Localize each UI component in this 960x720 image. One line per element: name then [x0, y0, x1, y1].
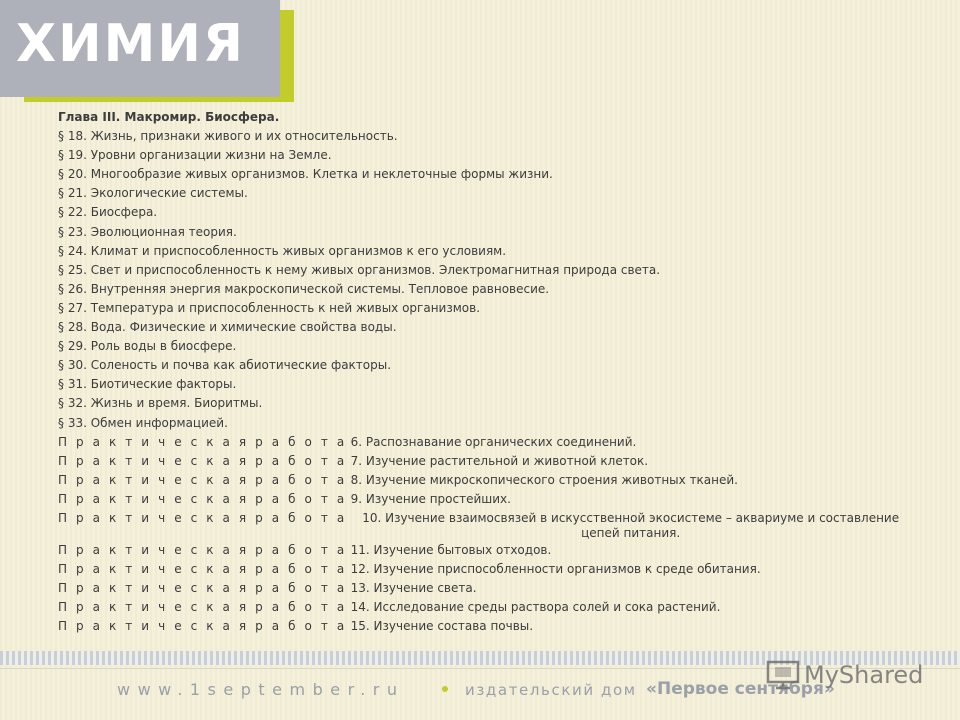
list-item: § 21. Экологические системы.	[58, 186, 248, 201]
practical-item	[58, 579, 918, 598]
practical-item	[58, 471, 918, 490]
practical-text: 14. Исследование среды раствора солей и сока растений.	[350, 600, 721, 615]
list-item: § 22. Биосфера.	[58, 205, 158, 220]
footer-url[interactable]: www.1september.ru	[117, 680, 405, 699]
footer-bullet	[442, 686, 448, 692]
practical-text: 11. Изучение бытовых отходов.	[350, 542, 552, 557]
practical-item	[58, 433, 918, 452]
list-item: § 25. Свет и приспособленность к нему живых организмов. Электромагнитная природа света.	[58, 262, 661, 277]
practical-text: 8. Изучение микроскопического строения животных тканей.	[350, 472, 738, 487]
watermark-text: MyShared	[804, 661, 924, 689]
list-item: § 29. Роль воды в биосфере.	[58, 339, 237, 354]
practical-item	[58, 490, 918, 509]
practical-prefix: П р а к т и ч е с к а я р а б о т а	[58, 619, 347, 634]
list-item: § 27. Температура и приспособленность к ней живых организмов.	[58, 300, 481, 315]
paragraph-list	[58, 127, 918, 433]
practical-text: 13. Изучение света.	[350, 581, 477, 596]
practical-prefix: П р а к т и ч е с к а я р а б о т а	[58, 542, 347, 557]
practical-item	[58, 560, 918, 579]
myshared-logo-icon	[766, 660, 800, 690]
table-of-contents	[58, 108, 918, 636]
practical-prefix: П р а к т и ч е с к а я р а б о т а	[58, 434, 347, 449]
list-item: § 19. Уровни организации жизни на Земле.	[58, 148, 332, 163]
list-item: § 31. Биотические факторы.	[58, 377, 237, 392]
practical-prefix: П р а к т и ч е с к а я р а б о т а	[58, 562, 347, 577]
list-item: § 30. Соленость и почва как абиотические факторы.	[58, 358, 392, 373]
practical-prefix: П р а к т и ч е с к а я р а б о т а	[58, 453, 347, 468]
watermark	[766, 658, 936, 692]
practical-item	[58, 452, 918, 471]
practical-text: 10. Изучение взаимосвязей в искусственной экосистеме – аквариуме и составление цепей питания.	[362, 510, 900, 540]
list-item: § 28. Вода. Физические и химические свойства воды.	[58, 320, 397, 335]
practical-list	[58, 433, 918, 637]
list-item: § 24. Климат и приспособленность живых организмов к его условиям.	[58, 243, 507, 258]
footer-publisher: издательский дом	[465, 681, 637, 699]
practical-prefix: П р а к т и ч е с к а я р а б о т а	[58, 510, 347, 525]
practical-item	[58, 617, 918, 636]
list-item: § 26. Внутренняя энергия макроскопической системы. Тепловое равновесие.	[58, 281, 550, 296]
list-item: § 33. Обмен информацией.	[58, 415, 228, 430]
list-item: § 23. Эволюционная теория.	[58, 224, 237, 239]
list-item: § 32. Жизнь и время. Биоритмы.	[58, 396, 263, 411]
logo-title: ХИМИЯ	[16, 14, 245, 74]
list-item: § 20. Многообразие живых организмов. Клетка и неклеточные формы жизни.	[58, 167, 553, 182]
list-item: § 18. Жизнь, признаки живого и их относительность.	[58, 129, 398, 144]
practical-item	[58, 541, 918, 560]
practical-text: 12. Изучение приспособленности организмов к среде обитания.	[350, 562, 761, 577]
practical-prefix: П р а к т и ч е с к а я р а б о т а	[58, 491, 347, 506]
practical-item	[58, 598, 918, 617]
practical-text: 7. Изучение растительной и животной клеток.	[350, 453, 649, 468]
practical-prefix: П р а к т и ч е с к а я р а б о т а	[58, 472, 347, 487]
footer-brand: «Первое сентября»	[646, 679, 835, 699]
practical-prefix: П р а к т и ч е с к а я р а б о т а	[58, 581, 347, 596]
practical-text: 15. Изучение состава почвы.	[350, 619, 534, 634]
practical-item	[58, 509, 918, 541]
practical-text: 6. Распознавание органических соединений.	[350, 434, 637, 449]
practical-prefix: П р а к т и ч е с к а я р а б о т а	[58, 600, 347, 615]
logo	[0, 0, 280, 97]
chapter-heading: Глава III. Макромир. Биосфера.	[58, 110, 280, 124]
practical-text: 9. Изучение простейших.	[350, 491, 511, 506]
